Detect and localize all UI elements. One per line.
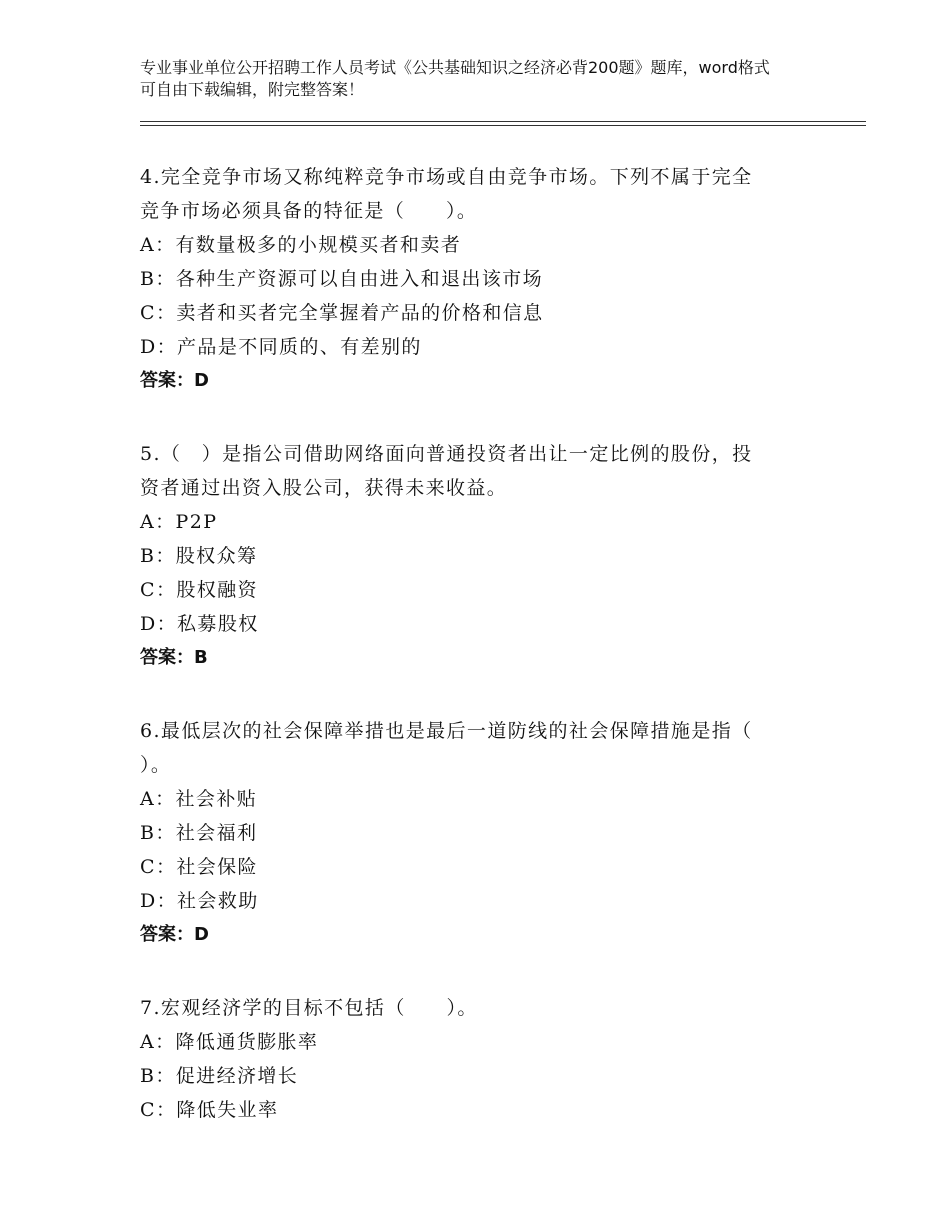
answer-label: 答案：D bbox=[140, 370, 209, 391]
question-stem-line: 7.宏观经济学的目标不包括（ ）。 bbox=[140, 997, 478, 1019]
question-stem-line: 竞争市场必须具备的特征是（ ）。 bbox=[140, 200, 478, 222]
option-b: B：股权众筹 bbox=[140, 545, 258, 567]
question-4 bbox=[140, 160, 800, 398]
question-stem-line: 6.最低层次的社会保障举措也是最后一道防线的社会保障措施是指（ bbox=[140, 720, 753, 742]
answer-label: 答案：D bbox=[140, 924, 209, 945]
answer-label: 答案：B bbox=[140, 647, 208, 668]
option-b: B：促进经济增长 bbox=[140, 1065, 299, 1087]
option-a: A：有数量极多的小规模买者和卖者 bbox=[140, 234, 462, 256]
option-c: C：股权融资 bbox=[140, 579, 258, 601]
document-header-title: 专业事业单位公开招聘工作人员考试《公共基础知识之经济必背200题》题库，word格式可自由下载编辑，附完整答案！ bbox=[140, 58, 770, 99]
header-divider-bottom bbox=[140, 125, 866, 126]
question-stem-line: 资者通过出资入股公司，获得未来收益。 bbox=[140, 477, 508, 499]
question-5 bbox=[140, 437, 800, 675]
option-c: C：社会保险 bbox=[140, 856, 258, 878]
option-a: A：社会补贴 bbox=[140, 788, 258, 810]
option-d: D：社会救助 bbox=[140, 890, 259, 912]
option-a: A：P2P bbox=[140, 511, 218, 533]
question-stem-line: 5.（ ）是指公司借助网络面向普通投资者出让一定比例的股份，投 bbox=[140, 443, 753, 465]
header-divider-top bbox=[140, 121, 866, 122]
option-d: D：私募股权 bbox=[140, 613, 259, 635]
question-list bbox=[140, 160, 800, 1166]
option-d: D：产品是不同质的、有差别的 bbox=[140, 336, 422, 358]
question-stem-line: 4.完全竞争市场又称纯粹竞争市场或自由竞争市场。下列不属于完全 bbox=[140, 166, 753, 188]
question-stem-line: ）。 bbox=[140, 754, 172, 776]
option-c: C：卖者和买者完全掌握着产品的价格和信息 bbox=[140, 302, 544, 324]
option-b: B：社会福利 bbox=[140, 822, 258, 844]
question-7 bbox=[140, 991, 800, 1127]
question-6 bbox=[140, 714, 800, 952]
option-b: B：各种生产资源可以自由进入和退出该市场 bbox=[140, 268, 543, 290]
option-c: C：降低失业率 bbox=[140, 1099, 279, 1121]
option-a: A：降低通货膨胀率 bbox=[140, 1031, 319, 1053]
